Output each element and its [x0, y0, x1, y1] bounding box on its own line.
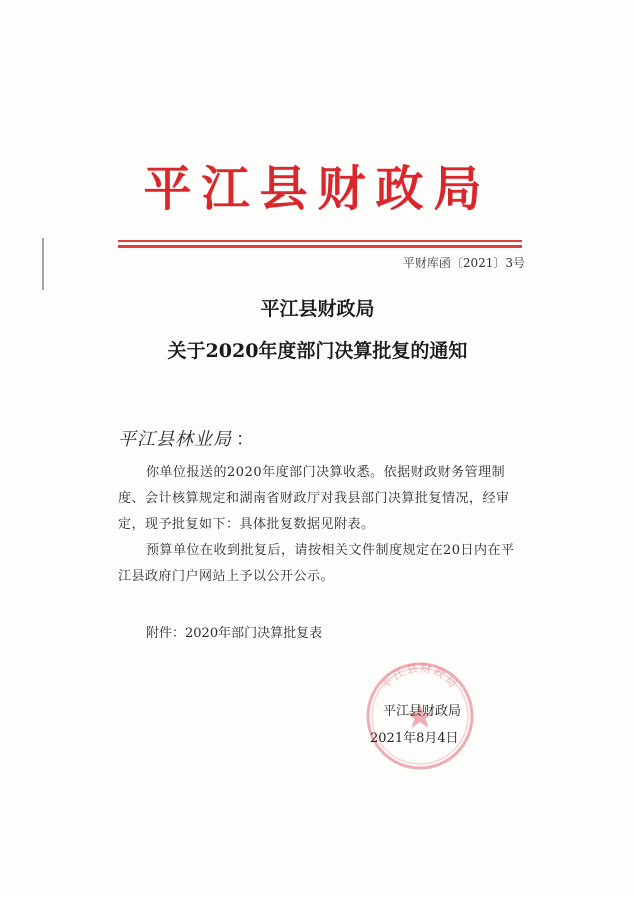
signature-date: 2021年8月4日	[370, 731, 459, 746]
body-paragraph-2: 预算单位在收到批复后，请按相关文件制度规定在20日内在平江县政府门户网站上予以公开公示。	[118, 543, 515, 584]
seal-text: 平江县财政局	[379, 661, 461, 692]
addressee-name: 平江县林业局	[118, 429, 232, 450]
letterhead-rule-thin	[118, 240, 522, 242]
letterhead-rule-thick	[118, 245, 522, 248]
body-paragraph-1: 你单位报送的2020年度部门决算收悉。依据财政财务管理制度、会计核算规定和湖南省财政厅对我县部门决算批复情况，经审定，现予批复如下：具体批复数据见附表。	[118, 465, 510, 532]
document-number: 平财库函〔2021〕3号	[402, 256, 525, 270]
document-title-line1: 平江县财政局	[260, 298, 375, 320]
attachment-note: 附件：2020年部门决算批复表	[146, 626, 323, 641]
addressee-colon: ：	[236, 429, 255, 450]
scan-edge-mark	[42, 238, 44, 290]
addressee	[118, 425, 255, 451]
signature-organization: 平江县财政局	[383, 704, 462, 719]
document-title-line2: 关于2020年度部门决算批复的通知	[167, 340, 468, 362]
letterhead-title: 平江县财政局	[143, 161, 492, 217]
